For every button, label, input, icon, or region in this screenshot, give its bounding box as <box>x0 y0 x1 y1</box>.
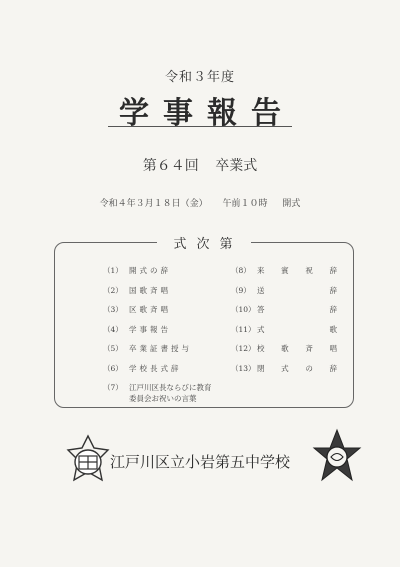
item-number: （6） <box>103 363 123 373</box>
program-item <box>231 343 337 363</box>
item-number: （12） <box>231 344 256 353</box>
date-line <box>0 196 400 209</box>
item-text: 来賓祝辞 <box>257 266 337 275</box>
program-list-left <box>103 265 213 404</box>
item-text: 開式の辞 <box>129 266 171 275</box>
program-item <box>103 343 213 363</box>
item-text: 区歌斉唱 <box>129 305 171 314</box>
program-item <box>103 324 213 344</box>
item-number: （13） <box>231 363 256 373</box>
item-number: （3） <box>103 305 123 314</box>
ceremony-date: 令和４年３月１８日（金） <box>99 199 208 209</box>
star-emblem-icon <box>312 428 362 484</box>
program-list-right <box>231 265 337 382</box>
item-number: （5） <box>103 344 123 353</box>
item-number: （7） <box>103 383 123 392</box>
item-number: （9） <box>231 285 251 295</box>
ceremony-time: 午前１０時 <box>222 199 268 209</box>
opening-label: 開式 <box>282 199 301 209</box>
item-text: 江戸川区長ならびに教育委員会お祝いの言葉 <box>129 383 212 403</box>
ceremony-number: 第６４回 <box>142 158 199 174</box>
program-item <box>103 363 213 383</box>
fiscal-year: 令和３年度 <box>164 70 235 85</box>
page-title: 学事報告 <box>119 96 295 131</box>
item-number: （11） <box>231 324 256 334</box>
item-number: （1） <box>103 266 123 275</box>
program-item <box>231 324 337 344</box>
program-item <box>103 285 213 305</box>
program-title: 式次第 <box>55 233 353 252</box>
program-item <box>231 265 337 285</box>
item-text: 学校長式辞 <box>129 363 182 373</box>
item-number: （2） <box>103 285 123 295</box>
item-number: （10） <box>231 305 256 314</box>
ceremony-heading <box>0 155 400 175</box>
item-text: 校歌斉唱 <box>257 344 337 353</box>
item-text: 式歌 <box>257 324 337 334</box>
item-text: 答辞 <box>257 305 337 314</box>
program-box <box>54 237 354 408</box>
item-text: 送辞 <box>257 285 337 295</box>
item-number: （8） <box>231 266 251 275</box>
program-item <box>231 363 337 383</box>
program-item <box>231 304 337 324</box>
ceremony-name: 卒業式 <box>215 158 258 174</box>
program-item <box>103 382 213 404</box>
item-text: 卒業証書授与 <box>129 344 192 353</box>
program-item <box>103 265 213 285</box>
item-text: 学事報告 <box>129 324 171 334</box>
item-text: 閉式の辞 <box>257 363 337 373</box>
item-text: 国歌斉唱 <box>129 285 171 295</box>
program-item <box>231 285 337 305</box>
school-name: 江戸川区立小岩第五中学校 <box>109 453 290 471</box>
title-underline <box>108 126 292 127</box>
program-item <box>103 304 213 324</box>
item-number: （4） <box>103 324 123 334</box>
